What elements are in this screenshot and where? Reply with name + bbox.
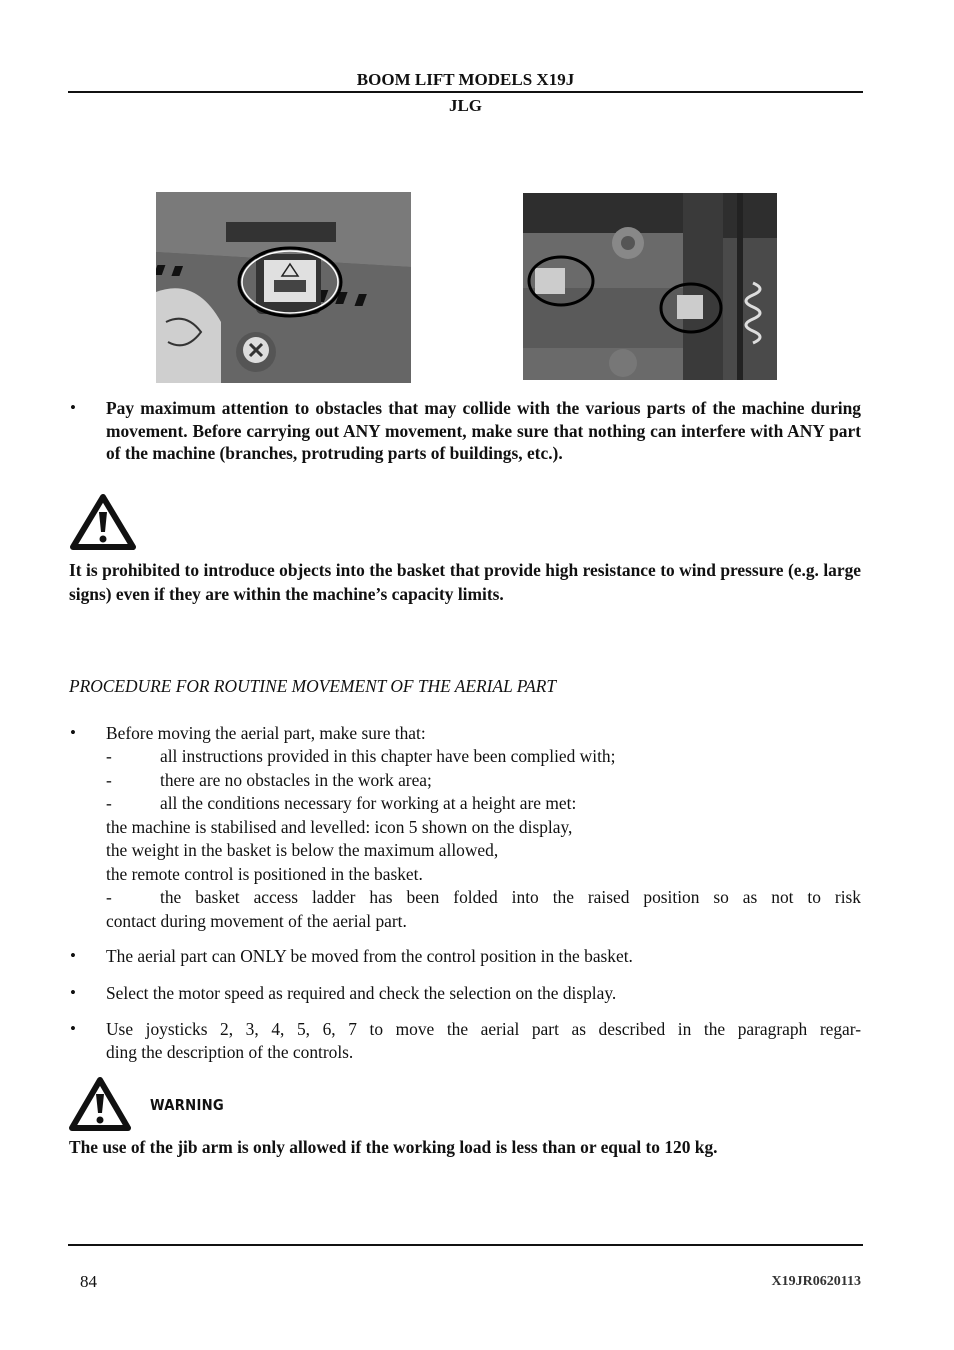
procedure-joysticks-cont: ding the description of the controls.	[106, 1042, 354, 1062]
bullet-marker: •	[70, 1019, 76, 1038]
condition-stabilised: the machine is stabilised and levelled: icon 5 shown on the display,	[106, 817, 573, 837]
warning-triangle-icon	[69, 1077, 131, 1131]
wind-resistance-warning: It is prohibited to introduce objects into the basket that provide high resistance to wind pressure (e.g. large signs) even if they are within the machine’s capacity limits.	[69, 560, 861, 604]
photo-boom-label-image	[156, 192, 411, 383]
bullet-marker: •	[70, 398, 76, 417]
dash-marker: -	[106, 770, 112, 790]
obstacle-warning-text: Pay maximum attention to obstacles that may collide with the various parts of the machine during movement. Before carrying out ANY movement, make sure that nothing can interfere with ANY part of the machine (branches, protruding parts of buildings, etc.).	[106, 398, 861, 463]
procedure-intro: Before moving the aerial part, make sure that:	[106, 723, 426, 743]
photo-turret-labels	[523, 193, 777, 380]
check-item-obstacles: there are no obstacles in the work area;	[160, 770, 432, 790]
check-item-height-conditions: all the conditions necessary for working at a height are met:	[160, 793, 577, 813]
dash-marker: -	[106, 793, 112, 813]
header-title: BOOM LIFT MODELS X19J	[356, 70, 575, 89]
check-item-ladder: the basket access ladder has been folded into the raised position so as not to risk	[160, 887, 861, 907]
check-item-ladder-cont: contact during movement of the aerial part.	[106, 911, 407, 931]
section-title: PROCEDURE FOR ROUTINE MOVEMENT OF THE AERIAL PART	[69, 676, 557, 696]
warning-triangle-icon	[70, 494, 136, 550]
procedure-motor-speed: Select the motor speed as required and check the selection on the display.	[106, 983, 617, 1003]
bullet-marker: •	[70, 983, 76, 1002]
bullet-marker: •	[70, 723, 76, 742]
procedure-joysticks: Use joysticks 2, 3, 4, 5, 6, 7 to move the aerial part as described in the paragraph regar-	[106, 1019, 861, 1039]
photo-turret-labels-image	[523, 193, 777, 380]
condition-remote: the remote control is positioned in the basket.	[106, 864, 423, 884]
dash-marker: -	[106, 746, 112, 766]
header-brand: JLG	[448, 96, 483, 115]
condition-weight: the weight in the basket is below the maximum allowed,	[106, 840, 499, 860]
dash-marker: -	[106, 887, 112, 907]
procedure-basket-only: The aerial part can ONLY be moved from the control position in the basket.	[106, 946, 633, 966]
jib-load-warning: The use of the jib arm is only allowed if the working load is less than or equal to 120 kg.	[69, 1137, 718, 1157]
bullet-marker: •	[70, 946, 76, 965]
document-code: X19JR0620113	[771, 1274, 861, 1289]
photo-boom-label	[156, 192, 411, 383]
warning-label: WARNING	[150, 1096, 225, 1114]
header-rule	[68, 91, 863, 93]
check-item-instructions: all instructions provided in this chapter have been complied with;	[160, 746, 616, 766]
footer-rule	[68, 1244, 863, 1246]
page-number: 84	[80, 1272, 97, 1291]
